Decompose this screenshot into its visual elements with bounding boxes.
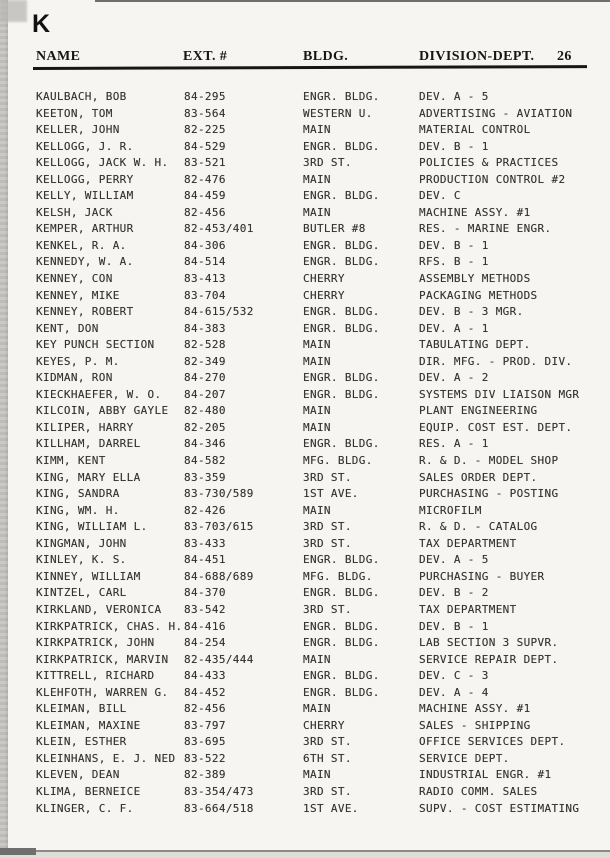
cell-division: RES. - MARINE ENGR. [419, 222, 552, 236]
cell-ext: 84-295 [184, 90, 226, 103]
cell-ext: 84-529 [184, 139, 226, 153]
table-row [0, 619, 610, 636]
cell-division: SALES ORDER DEPT. [419, 470, 538, 484]
cell-name: KLEIMAN, MAXINE [36, 718, 141, 732]
cell-name: KITTRELL, RICHARD [36, 669, 155, 683]
cell-bldg: ENGR. BLDG. [303, 255, 380, 269]
cell-division: DEV. C - 3 [419, 669, 489, 683]
cell-bldg: MAIN [303, 404, 331, 418]
table-row [0, 801, 610, 818]
cell-name: KIMM, KENT [36, 454, 106, 468]
table-row [0, 536, 610, 553]
cell-name: KING, MARY ELLA [36, 470, 141, 484]
column-header-name: NAME [36, 49, 81, 64]
header-rule [33, 65, 587, 70]
cell-ext: 84-433 [184, 669, 226, 683]
cell-bldg: 1ST AVE. [303, 487, 359, 501]
cell-name: KELLOGG, J. R. [36, 139, 134, 153]
cell-division: DEV. C [419, 189, 461, 203]
table-row [0, 139, 610, 156]
cell-ext: 83-521 [184, 156, 226, 170]
cell-division: LAB SECTION 3 SUPVR. [419, 636, 559, 650]
table-row [0, 635, 610, 652]
cell-ext: 84-688/689 [184, 569, 254, 583]
scan-edge-bottom [0, 852, 610, 858]
cell-bldg: ENGR. BLDG. [303, 437, 380, 451]
cell-name: KILLHAM, DARREL [36, 437, 141, 451]
table-row [0, 221, 610, 238]
table-row [0, 519, 610, 536]
cell-division: SALES - SHIPPING [419, 718, 531, 732]
cell-name: KING, SANDRA [36, 487, 120, 501]
cell-division: R. & D. - MODEL SHOP [419, 454, 559, 468]
cell-bldg: ENGR. BLDG. [303, 553, 380, 567]
table-row [0, 387, 610, 404]
cell-division: RADIO COMM. SALES [419, 784, 538, 798]
cell-ext: 82-389 [184, 768, 226, 782]
cell-name: KENNEDY, W. A. [36, 255, 134, 269]
column-header-bldg: BLDG. [303, 49, 349, 64]
page-bottom-line [0, 850, 610, 852]
cell-ext: 82-426 [184, 503, 226, 517]
cell-bldg: 1ST AVE. [303, 801, 359, 815]
table-row [0, 337, 610, 354]
cell-name: KIRKPATRICK, MARVIN [36, 652, 169, 666]
cell-bldg: 3RD ST. [303, 602, 352, 616]
column-header-division-dept: DIVISION-DEPT. [419, 49, 535, 64]
table-row [0, 652, 610, 669]
table-row [0, 552, 610, 569]
cell-division: TAX DEPARTMENT [419, 536, 517, 550]
cell-division: POLICIES & PRACTICES [419, 156, 559, 170]
cell-ext: 83-695 [184, 735, 226, 749]
cell-division: PLANT ENGINEERING [419, 404, 538, 418]
cell-bldg: MAIN [303, 702, 331, 716]
cell-division: ASSEMBLY METHODS [419, 272, 531, 286]
cell-name: KEY PUNCH SECTION [36, 338, 155, 352]
cell-division: DEV. A - 4 [419, 685, 489, 699]
column-header-ext: EXT. # [183, 49, 228, 64]
cell-bldg: MAIN [303, 172, 331, 186]
table-row [0, 106, 610, 123]
cell-bldg: BUTLER #8 [303, 222, 366, 236]
cell-name: KIRKPATRICK, CHAS. H. [36, 619, 183, 633]
cell-ext: 84-582 [184, 454, 226, 468]
cell-ext: 84-459 [184, 189, 226, 203]
cell-ext: 83-413 [184, 272, 226, 286]
cell-bldg: MAIN [303, 503, 331, 517]
table-row [0, 734, 610, 751]
cell-bldg: MFG. BLDG. [303, 569, 373, 583]
cell-ext: 83-542 [184, 602, 226, 616]
table-row [0, 354, 610, 371]
table-row [0, 718, 610, 735]
table-row [0, 602, 610, 619]
cell-division: TAX DEPARTMENT [419, 602, 517, 616]
cell-ext: 84-452 [184, 685, 226, 699]
table-row [0, 486, 610, 503]
cell-name: KELLOGG, JACK W. H. [36, 156, 169, 170]
cell-ext: 84-270 [184, 371, 226, 385]
cell-division: RFS. B - 1 [419, 255, 489, 269]
cell-name: KENNEY, MIKE [36, 288, 120, 302]
cell-name: KINTZEL, CARL [36, 586, 127, 600]
cell-ext: 82-435/444 [184, 652, 254, 666]
cell-name: KEETON, TOM [36, 106, 113, 120]
cell-bldg: ENGR. BLDG. [303, 321, 380, 335]
table-row [0, 254, 610, 271]
cell-division: PACKAGING METHODS [419, 288, 538, 302]
cell-name: KLEVEN, DEAN [36, 768, 120, 782]
cell-division: R. & D. - CATALOG [419, 520, 538, 534]
cell-name: KINLEY, K. S. [36, 553, 127, 567]
cell-bldg: 3RD ST. [303, 536, 352, 550]
cell-division: TABULATING DEPT. [419, 338, 531, 352]
cell-ext: 83-522 [184, 751, 226, 765]
cell-division: MACHINE ASSY. #1 [419, 702, 531, 716]
table-row [0, 668, 610, 685]
page-number: 26 [557, 49, 572, 64]
table-row [0, 304, 610, 321]
table-row [0, 420, 610, 437]
cell-division: INDUSTRIAL ENGR. #1 [419, 768, 552, 782]
cell-division: SERVICE DEPT. [419, 751, 510, 765]
cell-bldg: CHERRY [303, 288, 345, 302]
cell-division: DEV. B - 1 [419, 238, 489, 252]
cell-division: RES. A - 1 [419, 437, 489, 451]
cell-division: PURCHASING - POSTING [419, 487, 559, 501]
cell-bldg: MAIN [303, 205, 331, 219]
table-row [0, 188, 610, 205]
cell-division: DIR. MFG. - PROD. DIV. [419, 354, 573, 368]
scan-shadow-bottom-left [0, 848, 36, 855]
cell-division: DEV. B - 1 [419, 619, 489, 633]
cell-ext: 83-704 [184, 288, 226, 302]
cell-bldg: 6TH ST. [303, 751, 352, 765]
cell-ext: 84-451 [184, 553, 226, 567]
table-row [0, 767, 610, 784]
cell-ext: 83-703/615 [184, 520, 254, 534]
cell-bldg: ENGR. BLDG. [303, 90, 380, 103]
table-row [0, 89, 610, 106]
cell-bldg: ENGR. BLDG. [303, 586, 380, 600]
cell-bldg: MAIN [303, 652, 331, 666]
cell-bldg: 3RD ST. [303, 470, 352, 484]
cell-bldg: 3RD ST. [303, 156, 352, 170]
table-row [0, 784, 610, 801]
cell-bldg: ENGR. BLDG. [303, 636, 380, 650]
cell-bldg: 3RD ST. [303, 784, 352, 798]
cell-ext: 83-433 [184, 536, 226, 550]
cell-ext: 82-476 [184, 172, 226, 186]
table-row [0, 701, 610, 718]
cell-name: KIDMAN, RON [36, 371, 113, 385]
cell-bldg: ENGR. BLDG. [303, 238, 380, 252]
cell-ext: 83-354/473 [184, 784, 254, 798]
cell-ext: 82-349 [184, 354, 226, 368]
cell-bldg: MAIN [303, 768, 331, 782]
table-row [0, 172, 610, 189]
cell-ext: 83-359 [184, 470, 226, 484]
cell-name: KENKEL, R. A. [36, 238, 127, 252]
cell-ext: 82-205 [184, 420, 226, 434]
cell-bldg: ENGR. BLDG. [303, 189, 380, 203]
cell-ext: 82-456 [184, 205, 226, 219]
cell-division: DEV. B - 1 [419, 139, 489, 153]
table-row [0, 585, 610, 602]
cell-division: MATERIAL CONTROL [419, 123, 531, 137]
table-row [0, 288, 610, 305]
cell-bldg: ENGR. BLDG. [303, 139, 380, 153]
table-row [0, 238, 610, 255]
cell-division: DEV. B - 3 MGR. [419, 305, 524, 319]
scan-edge-top [95, 0, 610, 2]
cell-division: DEV. A - 5 [419, 553, 489, 567]
cell-bldg: ENGR. BLDG. [303, 305, 380, 319]
cell-name: KIRKPATRICK, JOHN [36, 636, 155, 650]
cell-ext: 82-453/401 [184, 222, 254, 236]
table-row [0, 503, 610, 520]
cell-name: KLEHFOTH, WARREN G. [36, 685, 169, 699]
cell-name: KENNEY, ROBERT [36, 305, 134, 319]
cell-bldg: MFG. BLDG. [303, 454, 373, 468]
cell-name: KELSH, JACK [36, 205, 113, 219]
cell-division: DEV. A - 5 [419, 90, 489, 103]
cell-ext: 84-416 [184, 619, 226, 633]
cell-name: KLEIN, ESTHER [36, 735, 127, 749]
cell-bldg: ENGR. BLDG. [303, 619, 380, 633]
cell-name: KILCOIN, ABBY GAYLE [36, 404, 169, 418]
cell-division: SERVICE REPAIR DEPT. [419, 652, 559, 666]
cell-bldg: ENGR. BLDG. [303, 669, 380, 683]
cell-bldg: ENGR. BLDG. [303, 387, 380, 401]
cell-name: KING, WM. H. [36, 503, 120, 517]
cell-division: DEV. A - 2 [419, 371, 489, 385]
cell-name: KEMPER, ARTHUR [36, 222, 134, 236]
cell-bldg: MAIN [303, 354, 331, 368]
cell-bldg: CHERRY [303, 272, 345, 286]
scan-smudge-top-left [0, 0, 27, 22]
cell-name: KLEINHANS, E. J. NED [36, 751, 176, 765]
table-row [0, 436, 610, 453]
cell-name: KILIPER, HARRY [36, 420, 134, 434]
cell-name: KLEIMAN, BILL [36, 702, 127, 716]
table-row [0, 271, 610, 288]
directory-rows [0, 89, 610, 817]
section-letter: K [32, 10, 52, 38]
cell-division: OFFICE SERVICES DEPT. [419, 735, 566, 749]
cell-ext: 82-225 [184, 123, 226, 137]
table-row [0, 122, 610, 139]
cell-ext: 83-797 [184, 718, 226, 732]
cell-ext: 84-254 [184, 636, 226, 650]
table-row [0, 453, 610, 470]
cell-name: KELLY, WILLIAM [36, 189, 134, 203]
cell-division: PRODUCTION CONTROL #2 [419, 172, 566, 186]
cell-ext: 84-306 [184, 238, 226, 252]
cell-name: KLIMA, BERNEICE [36, 784, 141, 798]
table-row [0, 155, 610, 172]
cell-name: KIECKHAEFER, W. O. [36, 387, 162, 401]
cell-division: DEV. A - 1 [419, 321, 489, 335]
cell-bldg: ENGR. BLDG. [303, 685, 380, 699]
cell-name: KING, WILLIAM L. [36, 520, 148, 534]
cell-name: KLINGER, C. F. [36, 801, 134, 815]
cell-division: MACHINE ASSY. #1 [419, 205, 531, 219]
cell-division: SUPV. - COST ESTIMATING [419, 801, 580, 815]
cell-bldg: WESTERN U. [303, 106, 373, 120]
cell-division: MICROFILM [419, 503, 482, 517]
table-row [0, 321, 610, 338]
cell-name: KENNEY, CON [36, 272, 113, 286]
table-row [0, 205, 610, 222]
table-row [0, 569, 610, 586]
cell-bldg: 3RD ST. [303, 520, 352, 534]
cell-name: KELLOGG, PERRY [36, 172, 134, 186]
cell-ext: 82-528 [184, 338, 226, 352]
cell-ext: 82-480 [184, 404, 226, 418]
cell-ext: 83-664/518 [184, 801, 254, 815]
cell-bldg: 3RD ST. [303, 735, 352, 749]
cell-name: KEYES, P. M. [36, 354, 120, 368]
table-row [0, 685, 610, 702]
cell-ext: 84-514 [184, 255, 226, 269]
cell-name: KAULBACH, BOB [36, 90, 127, 103]
cell-ext: 84-615/532 [184, 305, 254, 319]
cell-division: EQUIP. COST EST. DEPT. [419, 420, 573, 434]
cell-bldg: MAIN [303, 338, 331, 352]
cell-name: KINGMAN, JOHN [36, 536, 127, 550]
cell-bldg: ENGR. BLDG. [303, 371, 380, 385]
cell-ext: 83-564 [184, 106, 226, 120]
cell-ext: 84-370 [184, 586, 226, 600]
cell-division: PURCHASING - BUYER [419, 569, 545, 583]
cell-ext: 84-346 [184, 437, 226, 451]
table-row [0, 751, 610, 768]
cell-name: KENT, DON [36, 321, 99, 335]
cell-ext: 82-456 [184, 702, 226, 716]
cell-bldg: MAIN [303, 123, 331, 137]
table-row [0, 403, 610, 420]
cell-name: KIRKLAND, VERONICA [36, 602, 162, 616]
cell-name: KELLER, JOHN [36, 123, 120, 137]
cell-bldg: CHERRY [303, 718, 345, 732]
table-row [0, 470, 610, 487]
cell-division: DEV. B - 2 [419, 586, 489, 600]
cell-division: ADVERTISING - AVIATION [419, 106, 573, 120]
cell-name: KINNEY, WILLIAM [36, 569, 141, 583]
table-row [0, 370, 610, 387]
cell-division: SYSTEMS DIV LIAISON MGR [419, 387, 580, 401]
cell-ext: 84-383 [184, 321, 226, 335]
cell-ext: 83-730/589 [184, 487, 254, 501]
cell-ext: 84-207 [184, 387, 226, 401]
cell-bldg: MAIN [303, 420, 331, 434]
